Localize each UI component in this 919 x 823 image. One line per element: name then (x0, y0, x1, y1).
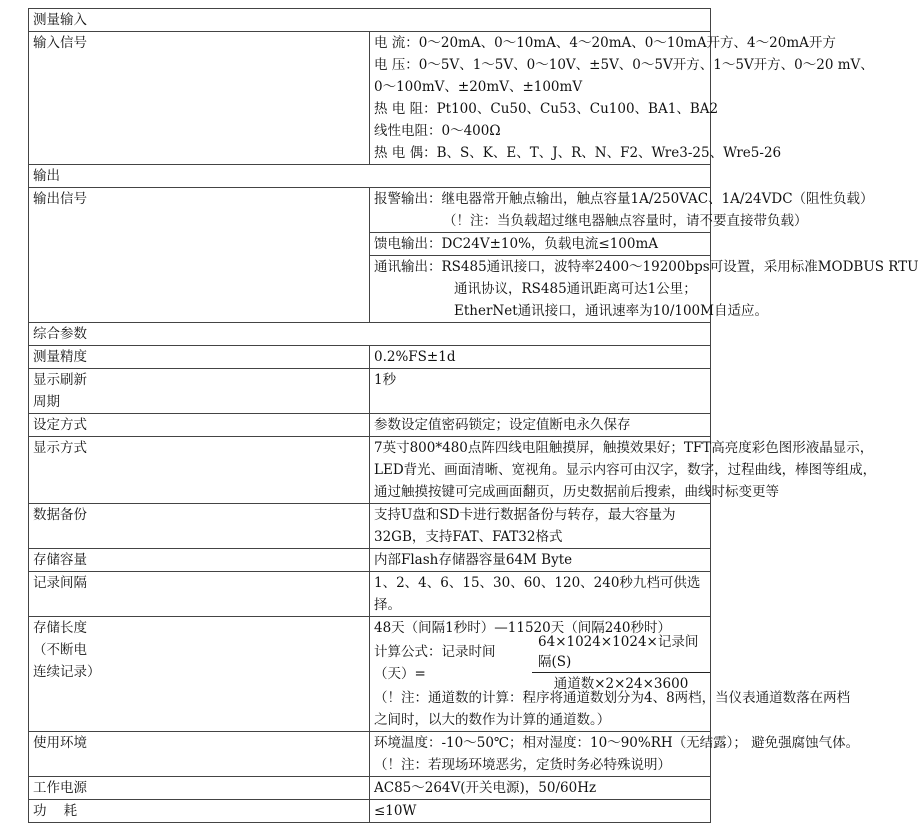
comm-line: EtherNet通讯接口，通讯速率为10/100M自适应。 (454, 303, 768, 319)
row-label: 测量精度 (29, 346, 370, 369)
length-note: 之间时，以大的数作为计算的通道数。） (374, 712, 611, 728)
resistance-line: 线性电阻：0～400Ω (374, 123, 501, 139)
label-line: 连续记录） (33, 664, 101, 680)
table-row (29, 504, 711, 549)
label-line: 显示刷新 (33, 372, 87, 388)
comm-output (370, 256, 919, 323)
table-row (29, 617, 711, 732)
table-row (29, 346, 711, 369)
row-label: 存储容量 (29, 549, 370, 572)
power-value: AC85～264V(开关电源)，50/60Hz (370, 777, 711, 800)
alarm-line: 报警输出：继电器常开触点输出，触点容量1A/250VAC、1A/24VDC（阻性负载） (374, 191, 874, 207)
label-line: （不断电 (33, 642, 87, 658)
length-note: （！注：通道数的计算：程序将通道数划分为4、8两档，当仪表通道数落在两档 (374, 690, 851, 706)
display-line: LED背光、画面清晰、宽视角。显示内容可由汉字，数字，过程曲线，棒图等组成， (374, 462, 877, 478)
environment-note: （！注：若现场环境恶劣，定货时务必特殊说明） (374, 757, 671, 773)
label-line: 存储长度 (33, 620, 87, 636)
alarm-output (370, 188, 874, 233)
thermocouple-line: 热 电 偶：B、S、K、E、T、J、R、N、F2、Wre3-25、Wre5-26 (374, 145, 782, 161)
row-label: 设定方式 (29, 414, 370, 437)
current-line: 电 流：0～20mA、0～10mA、4～20mA、0～10mA开方、4～20mA开方 (374, 35, 836, 51)
section-row (29, 323, 711, 346)
input-signal-value (370, 32, 874, 165)
row-label: 功 耗 (29, 800, 370, 823)
row-label: 使用环境 (29, 732, 370, 777)
spec-table (28, 8, 919, 823)
table-row (29, 414, 711, 437)
row-label: 输出信号 (29, 188, 370, 323)
table-row (29, 369, 711, 414)
row-label (29, 617, 370, 732)
voltage-line-cont: 0～100mV、±20mV、±100mV (374, 79, 583, 95)
section-row (29, 9, 711, 32)
length-value (370, 617, 851, 732)
table-row (29, 437, 711, 504)
table-row (29, 32, 711, 165)
backup-value: 支持U盘和SD卡进行数据备份与转存，最大容量为32GB，支持FAT、FAT32格式 (370, 504, 711, 549)
section-general: 综合参数 (29, 323, 711, 346)
interval-value: 1、2、4、6、15、30、60、120、240秒九档可供选择。 (370, 572, 711, 617)
consumption-value: ≤10W (370, 800, 711, 823)
formula-prefix: 计算公式：记录时间（天）= (374, 644, 496, 682)
row-label: 输入信号 (29, 32, 370, 165)
formula (374, 633, 710, 692)
voltage-line: 电 压：0～5V、1～5V、0～10V、±5V、0～5V开方、1～5V开方、0～20 mV、 (374, 57, 874, 73)
length-range: 48天（间隔1秒时）—11520天（间隔240秒时） (374, 620, 671, 636)
table-row (29, 777, 711, 800)
table-row (29, 800, 711, 823)
table-row (29, 732, 711, 777)
rtd-line: 热 电 阻：Pt100、Cu50、Cu53、Cu100、BA1、BA2 (374, 101, 719, 117)
display-line: 7英寸800*480点阵四线电阻触摸屏，触摸效果好；TFT高亮度彩色图形液晶显示， (374, 440, 874, 456)
alarm-note: （！注：当负载超过继电器触点容量时，请不要直接带负载） (443, 213, 808, 229)
row-label: 记录间隔 (29, 572, 370, 617)
table-row (29, 549, 711, 572)
formula-denominator: 通道数×2×24×3600 (553, 675, 689, 692)
environment-value (370, 732, 860, 777)
setting-value: 参数设定值密码锁定；设定值断电永久保存 (370, 414, 711, 437)
formula-fraction (532, 632, 710, 695)
refresh-value: 1秒 (370, 369, 711, 414)
comm-line: 通讯输出：RS485通讯接口，波特率2400～19200bps可设置，采用标准MODBUS RTU (374, 259, 919, 275)
formula-numerator: 64×1024×1024×记录间隔(S) (532, 632, 710, 673)
row-label: 显示方式 (29, 437, 370, 504)
display-value (370, 437, 877, 504)
environment-line: 环境温度：-10～50℃；相对湿度：10～90%RH（无结露）； 避免强腐蚀气体。 (374, 735, 860, 751)
row-label: 工作电源 (29, 777, 370, 800)
accuracy-value: 0.2%FS±1d (370, 346, 711, 369)
display-line: 通过触摸按键可完成画面翻页，历史数据前后搜索，曲线时标变更等 (374, 484, 779, 500)
feed-output: 馈电输出：DC24V±10%，负载电流≤100mA (370, 233, 711, 256)
comm-line: 通讯协议，RS485通讯距离可达1公里； (454, 281, 697, 297)
section-measure-input: 测量输入 (29, 9, 711, 32)
section-row (29, 165, 711, 188)
capacity-value: 内部Flash存储器容量64M Byte (370, 549, 711, 572)
section-output: 输出 (29, 165, 711, 188)
table-row (29, 572, 711, 617)
row-label: 数据备份 (29, 504, 370, 549)
table-row (29, 188, 711, 233)
label-line: 周期 (33, 394, 60, 410)
row-label (29, 369, 370, 414)
